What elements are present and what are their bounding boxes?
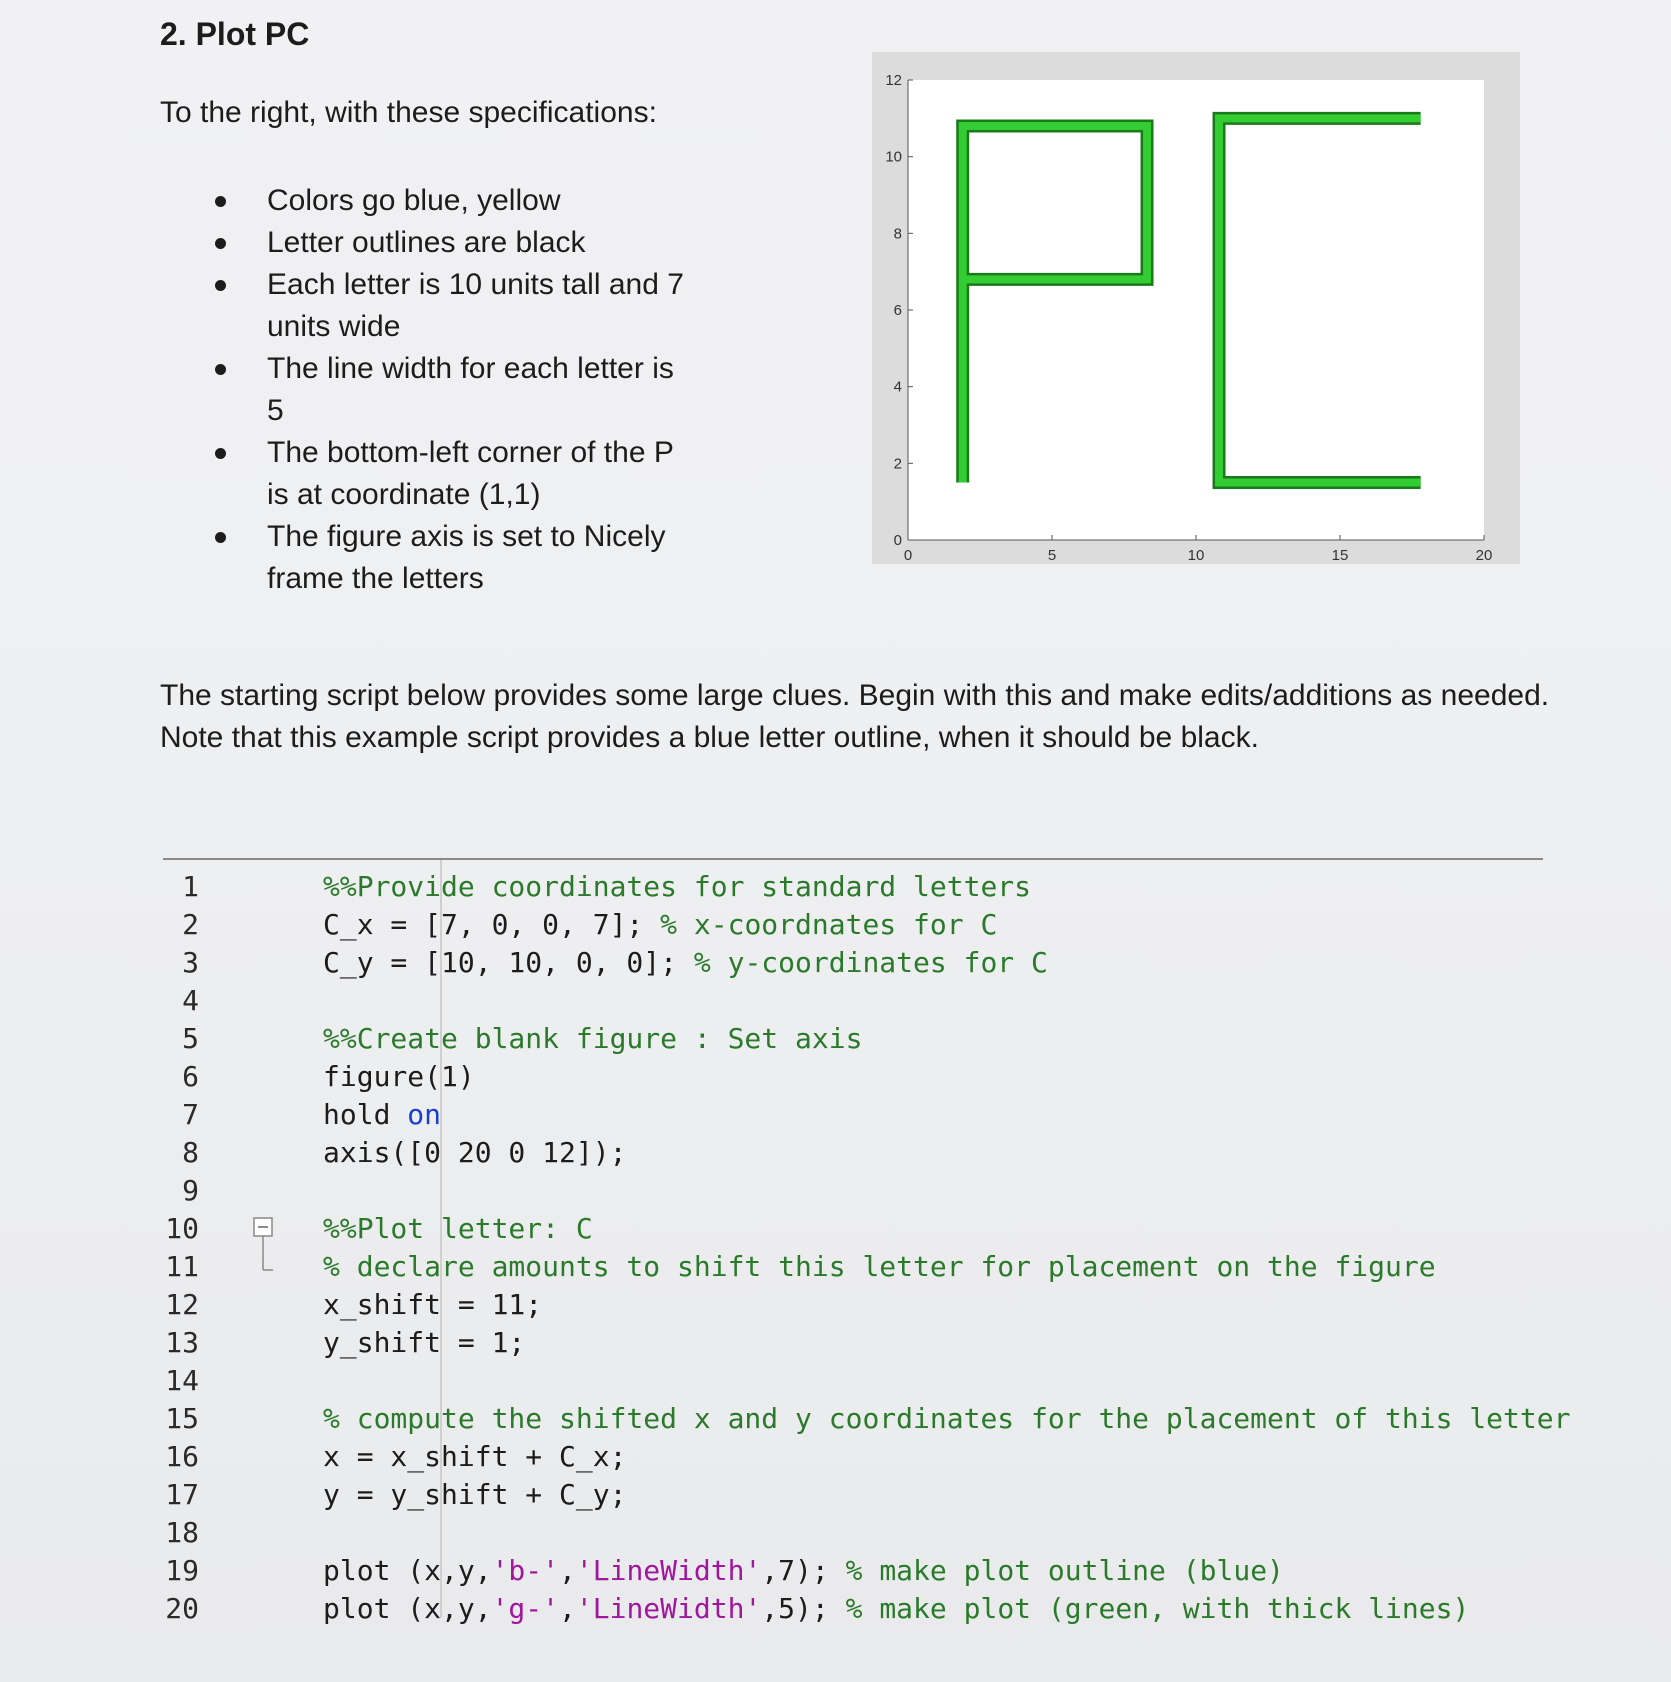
code-token: C_y = [10, 10, 0, 0]; (323, 946, 694, 979)
code-text (323, 1324, 525, 1362)
bullet-icon (215, 280, 226, 291)
bullet-icon (215, 364, 226, 375)
code-token: % y-coordinates for C (693, 946, 1048, 979)
code-token: hold (323, 1098, 408, 1131)
spec-item (205, 222, 685, 264)
line-number: 11 (165, 1250, 199, 1283)
x-tick-label: 0 (903, 547, 913, 564)
code-token: on (407, 1098, 442, 1131)
specification-list (205, 180, 685, 600)
line-number: 18 (165, 1516, 199, 1549)
spec-item (205, 180, 685, 222)
code-text (323, 1096, 441, 1134)
code-line (163, 1286, 1543, 1324)
code-line (163, 868, 1543, 906)
line-number: 2 (182, 908, 199, 941)
code-token: ,7); (761, 1554, 846, 1587)
bullet-icon (215, 238, 226, 249)
code-text (323, 1134, 626, 1172)
line-number: 19 (165, 1554, 199, 1587)
code-text (323, 1058, 475, 1096)
line-number: 6 (182, 1060, 199, 1093)
y-tick-label: 6 (893, 302, 902, 319)
y-tick-label: 10 (885, 148, 902, 166)
code-token: ,5); (761, 1592, 846, 1625)
spec-item (205, 264, 685, 348)
instructions-paragraph: The starting script below provides some large clues. Begin with this and make edits/additions as needed. Note that this example script provides a blue letter outline, when it should be black. (160, 679, 1550, 754)
code-line (163, 906, 1543, 944)
code-token: % compute the shifted x and y coordinates for the placement of this letter (323, 1402, 1571, 1435)
code-line (163, 1476, 1543, 1514)
x-tick-label: 20 (1475, 547, 1493, 564)
code-line (163, 1058, 1543, 1096)
code-token: 'LineWidth' (575, 1592, 762, 1625)
plot-area (908, 80, 1484, 540)
spec-text: Letter outlines are black (267, 226, 586, 259)
code-token: x = x_shift + C_x; (323, 1440, 627, 1473)
code-line (163, 1134, 1543, 1172)
intro-text: To the right, with these specifications: (160, 96, 657, 129)
line-number: 4 (182, 984, 199, 1017)
code-token: , (559, 1554, 576, 1587)
x-tick-label: 10 (1187, 547, 1205, 564)
y-tick-label: 2 (893, 455, 902, 473)
x-tick-label: 15 (1331, 547, 1349, 564)
bullet-icon (215, 532, 226, 543)
line-number: 7 (182, 1098, 199, 1131)
code-token: y_shift = 1; (323, 1326, 526, 1359)
line-number: 9 (182, 1174, 199, 1207)
line-number: 10 (165, 1212, 199, 1245)
code-line (163, 1590, 1543, 1628)
code-line (163, 1400, 1571, 1438)
spec-text: The bottom-left corner of the P is at coordinate (1,1) (267, 436, 674, 511)
code-token: % x-coordnates for C (660, 908, 998, 941)
code-text (323, 1590, 1469, 1628)
line-number: 14 (165, 1364, 199, 1397)
code-token: x_shift = 11; (323, 1288, 543, 1321)
code-token: %%Provide coordinates for standard letters (323, 870, 1032, 903)
spec-text: Each letter is 10 units tall and 7 units wide (267, 268, 684, 343)
spec-item (205, 432, 685, 516)
code-token: %%Create blank figure : Set axis (323, 1022, 863, 1055)
x-tick-label: 5 (1047, 547, 1057, 564)
line-number: 13 (165, 1326, 199, 1359)
code-token: 'g-' (491, 1592, 560, 1625)
code-line (163, 1438, 1543, 1476)
code-line (163, 1248, 1543, 1286)
code-token: plot (x,y, (323, 1554, 492, 1587)
code-text (323, 1286, 542, 1324)
code-line (163, 1552, 1543, 1590)
line-number: 12 (165, 1288, 199, 1321)
y-tick-label: 0 (893, 532, 902, 549)
code-text (323, 1020, 862, 1058)
code-line (163, 1210, 1543, 1248)
y-tick-label: 12 (885, 72, 902, 89)
line-number: 3 (182, 946, 199, 979)
code-line (163, 1362, 1543, 1400)
code-token: axis([0 20 0 12]); (323, 1136, 627, 1169)
code-token: %%Plot letter: C (323, 1212, 593, 1245)
code-token: 'b-' (491, 1554, 560, 1587)
code-text (323, 868, 1031, 906)
line-number: 20 (165, 1592, 199, 1625)
code-line (163, 1514, 1543, 1552)
line-number: 17 (165, 1478, 199, 1511)
spec-text: Colors go blue, yellow (267, 184, 561, 217)
example-figure (872, 52, 1520, 564)
code-token: figure(1) (323, 1060, 475, 1093)
code-line (163, 1172, 1543, 1210)
pc-letters-plot (872, 52, 1520, 564)
code-text (323, 906, 997, 944)
code-token: % make plot (green, with thick lines) (845, 1592, 1470, 1625)
code-text (323, 1210, 593, 1248)
code-listing (163, 858, 1571, 1625)
y-tick-label: 8 (893, 225, 902, 243)
line-number: 1 (182, 870, 199, 903)
bullet-icon (215, 448, 226, 459)
code-token: y = y_shift + C_y; (323, 1478, 627, 1511)
code-token: 'LineWidth' (575, 1554, 762, 1587)
code-token: plot (x,y, (323, 1592, 492, 1625)
spec-text: The line width for each letter is 5 (267, 352, 674, 427)
code-text (323, 944, 1048, 982)
code-line (163, 1096, 1543, 1134)
y-tick-label: 4 (893, 378, 902, 396)
code-text (323, 1248, 1436, 1286)
problem-heading: 2. Plot PC (160, 16, 310, 52)
code-text (323, 1438, 626, 1476)
spec-text: The figure axis is set to Nicely frame the letters (267, 520, 666, 595)
code-token: C_x = [7, 0, 0, 7]; (323, 908, 661, 941)
line-number: 15 (165, 1402, 199, 1435)
line-number: 8 (182, 1136, 199, 1169)
code-line (163, 1324, 1543, 1362)
code-token: % make plot outline (blue) (845, 1554, 1284, 1587)
code-line (163, 1020, 1543, 1058)
code-text (323, 1400, 1570, 1438)
spec-item (205, 348, 685, 432)
bullet-icon (215, 196, 226, 207)
line-number: 16 (165, 1440, 199, 1473)
code-token: % declare amounts to shift this letter for placement on the figure (323, 1250, 1436, 1283)
code-lines (163, 868, 1571, 1628)
code-token: , (559, 1592, 576, 1625)
code-text (323, 1476, 626, 1514)
code-line (163, 944, 1543, 982)
code-text (323, 1552, 1284, 1590)
line-number: 5 (182, 1022, 199, 1055)
code-line (163, 982, 1543, 1020)
spec-item (205, 516, 685, 600)
